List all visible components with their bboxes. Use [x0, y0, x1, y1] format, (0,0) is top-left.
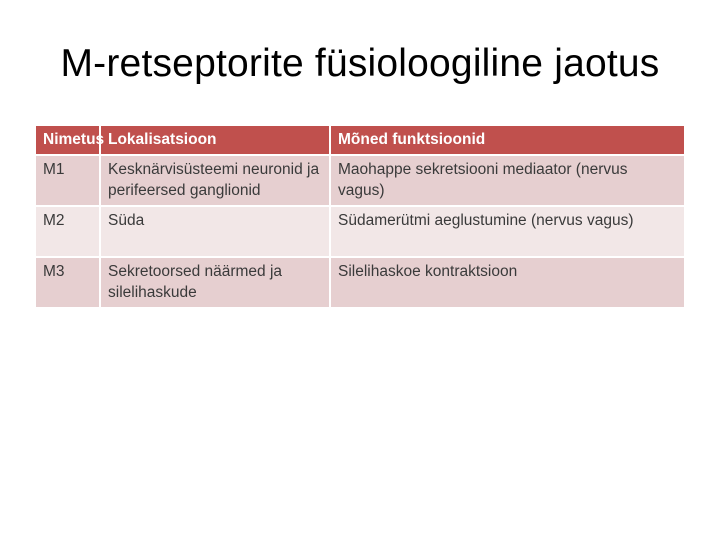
cell-location: Kesknärvisüsteemi neuronid ja perifeersed ganglionid: [100, 155, 330, 206]
table-row: [36, 206, 684, 257]
table-row: [36, 257, 684, 308]
cell-name: M2: [36, 206, 100, 257]
cell-name: M3: [36, 257, 100, 308]
cell-functions: Silelihaskoe kontraktsioon: [330, 257, 684, 308]
slide-title: M-retseptorite füsioloogiline jaotus: [60, 42, 660, 85]
header-name: Nimetus: [36, 126, 100, 155]
cell-functions: Südamerütmi aeglustumine (nervus vagus): [330, 206, 684, 257]
cell-location: Süda: [100, 206, 330, 257]
table-row: [36, 155, 684, 206]
cell-functions: Maohappe sekretsiooni mediaator (nervus vagus): [330, 155, 684, 206]
cell-location: Sekretoorsed näärmed ja silelihaskude: [100, 257, 330, 308]
header-location: Lokalisatsioon: [100, 126, 330, 155]
table-header-row: [36, 126, 684, 155]
header-functions: Mõned funktsioonid: [330, 126, 684, 155]
cell-name: M1: [36, 155, 100, 206]
receptor-table: [36, 126, 684, 309]
